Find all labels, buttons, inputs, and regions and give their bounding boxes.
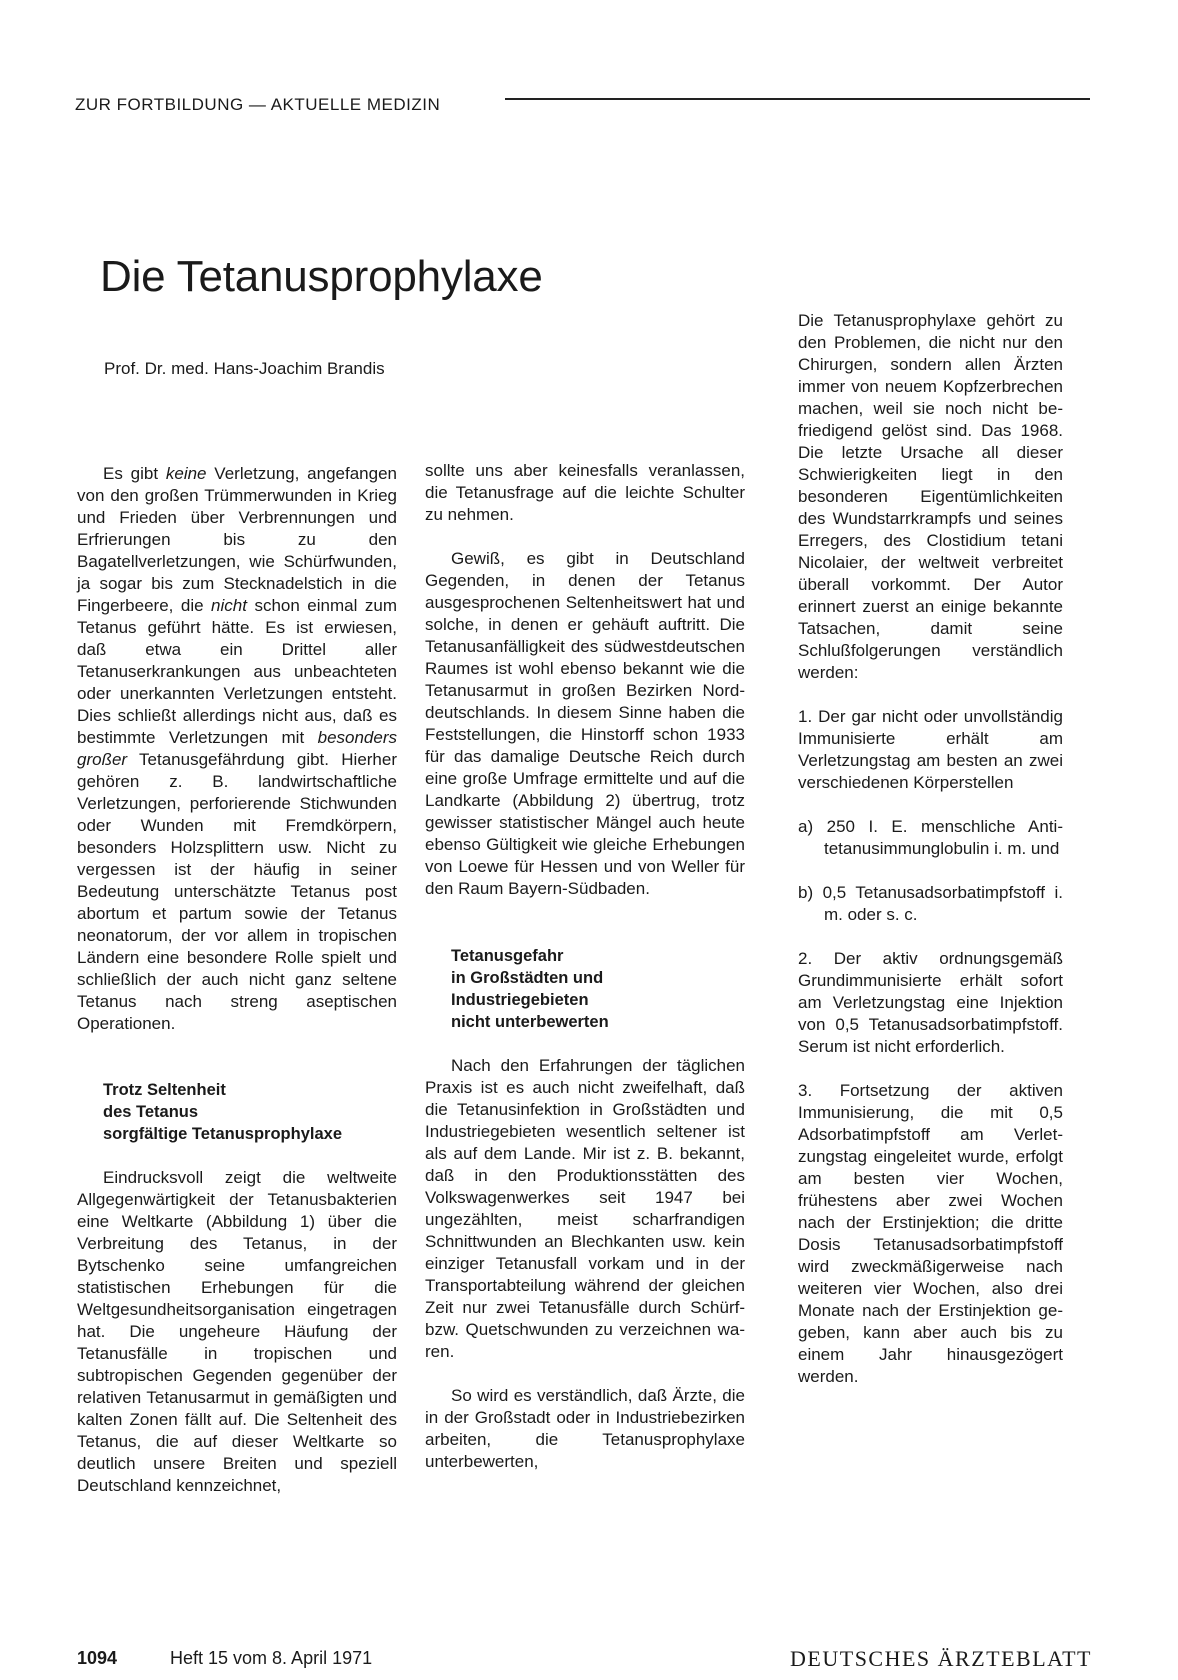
paragraph: Eindrucksvoll zeigt die weltweite Allgegenwärtigkeit der Tetanusbakterien eine Weltkarte (Abbildung 1) über die Verbreitung des Tetanus, in der Bytschenko seine umfangreichen statistischen Erhebungen für die Weltgesundheitsorganisation eingetragen hat. Die ungeheure Häufung der Tetanusfälle in tropischen und subtropischen Gegenden gegenüber der relativen Tetanusarmut in gemäßigten und kalten Zonen fällt auf. Die Seltenheit des Tetanus, die auf dieser Weltkarte so deutlich unsere Breiten und speziell Deutschland kennzeichnet,	[77, 1168, 397, 1495]
paragraph: sollte uns aber keinesfalls veranlassen, die Tetanusfrage auf die leichte Schulter zu nehmen.	[425, 461, 745, 524]
recommendation-1a: a) 250 I. E. menschliche Antitetanusimmunglobulin i. m. und	[798, 817, 1063, 858]
paragraph: So wird es verständlich, daß Ärzte, die in der Großstadt oder in Industriebezirken arbeiten, die Tetanusprophylaxe unterbewerten,	[425, 1386, 745, 1471]
paragraph: Gewiß, es gibt in Deutschland Gegenden, in denen der Tetanus ausgesprochenen Seltenheitswert hat und solche, in denen er gehäuft auftritt. Die Tetanusanfälligkeit des südwestdeutschen Raumes ist wohl ebenso bekannt wie die Tetanusarmut in großen Bezirken Norddeutschlands. In diesem Sinne haben die Feststellungen, die Hinstorff schon 1933 für das damalige Deutsche Reich durch eine große Umfrage ermittelte und auf die Landkarte (Abbildung 2) übertrug, trotz gewisser statistischer Mängel auch heute ebenso Gültigkeit wie gleiche Erhebungen von Loewe für Hessen und von Weller für den Raum Bayern-Südbaden.	[425, 549, 745, 898]
recommendation-3: 3. Fortsetzung der aktiven Immunisierung, die mit 0,5 Adsorbatimpfstoff am Verletzungstag eingeleitet wurde, erfolgt am besten vier Wochen, frühestens aber zwei Wochen nach der Erstinjektion; die dritte Dosis Tetanusadsorbatimpfstoff wird zweckmäßigerweise nach weiteren vier Wochen, also drei Monate nach der Erstinjektion gegeben, kann aber auch bis zu einem Jahr hinausgezögert werden.	[798, 1081, 1063, 1386]
paragraph: Es gibt keine Verletzung, angefangen von den großen Trümmerwunden in Krieg und Frieden über Verbrennungen und Erfrierungen bis zu den Bagatellverletzungen, wie Schürfwunden, ja sogar bis zum Stecknadelstich in die Fingerbeere, die nicht schon einmal zum Tetanus geführt hätte. Es ist erwiesen, daß etwa ein Drittel aller Tetanuserkrankungen aus unbeachteten oder unerkannten Verletzungen entsteht. Dies schließt allerdings nicht aus, daß es bestimmte Verletzungen mit besonders großer Tetanusgefährdung gibt. Hierher gehören z. B. landwirtschaftliche Verletzungen, perforierende Stichwunden oder Wunden mit Fremdkörpern, besonders Holzsplittern usw. Nicht zu vergessen ist der häufig in seiner Bedeutung unterschätzte Tetanus post abortum et partum sowie der Tetanus neonatorum, der vor allem in tropischen Ländern eine besondere Rolle spielt und schließlich der auch nicht ganz seltene Tetanus nach streng aseptischen Operationen.	[77, 464, 397, 1033]
article-author: Prof. Dr. med. Hans-Joachim Brandis	[104, 359, 385, 378]
section-heading: Tetanusgefahr in Großstädten und Industriegebieten nicht unterbewerten	[451, 947, 609, 1031]
section-label: ZUR FORTBILDUNG — AKTUELLE MEDIZIN	[75, 95, 441, 114]
journal-name: DEUTSCHES ÄRZTEBLATT	[790, 1646, 1092, 1671]
abstract-column	[798, 310, 1063, 1410]
page-number: 1094	[77, 1648, 118, 1668]
column-2	[425, 460, 745, 1495]
issue-info: Heft 15 vom 8. April 1971	[170, 1648, 373, 1668]
recommendation-2: 2. Der aktiv ordnungsgemäß Grundimmunisierte erhält sofort am Verletzungstag eine Injektion von 0,5 Tetanusadsorbatimpfstoff. Serum ist nicht erforderlich.	[798, 949, 1063, 1056]
recommendation-1b: b) 0,5 Tetanusadsorbatimpfstoff i. m. oder s. c.	[798, 883, 1063, 924]
column-1	[77, 463, 397, 1519]
recommendation-1: 1. Der gar nicht oder unvollständig Immunisierte erhält am Verletzungstag am besten an zwei verschiedenen Körperstellen	[798, 707, 1063, 792]
abstract-intro: Die Tetanusprophylaxe gehört zu den Problemen, die nicht nur den Chirurgen, sondern allen Ärzten immer von neuem Kopfzerbrechen machen, weil sie noch nicht befriedigend gelöst sind. Das 1968. Die letzte Ursache all dieser Schwierigkeiten liegt in den besonderen Eigentümlichkeiten des Wundstarrkrampfs und seines Erregers, des Clostidium tetani Nicolaier, der weltweit verbreitet überall vorkommt. Der Autor erinnert zuerst an einige bekannte Tatsachen, damit seine Schlußfolgerungen verständlich werden:	[798, 311, 1063, 682]
header-rule	[505, 98, 1090, 100]
paragraph: Nach den Erfahrungen der täglichen Praxis ist es auch nicht zweifelhaft, daß die Tetanusinfektion in Großstädten und Industriegebieten wesentlich seltener ist als auf dem Lande. Mir ist z. B. bekannt, daß in den Produktionsstätten des Volkswagenwerkes seit 1947 bei ungezählten, meist scharfrandigen Schnittwunden an Blechkanten usw. kein einziger Tetanusfall vorkam und in der Transportabteilung während der gleichen Zeit nur zwei Tetanusfälle durch Schürf- bzw. Quetschwunden zu verzeichnen waren.	[425, 1056, 745, 1361]
article-title: Die Tetanusprophylaxe	[100, 252, 543, 301]
section-heading: Trotz Seltenheit des Tetanus sorgfältige Tetanusprophylaxe	[103, 1081, 342, 1143]
